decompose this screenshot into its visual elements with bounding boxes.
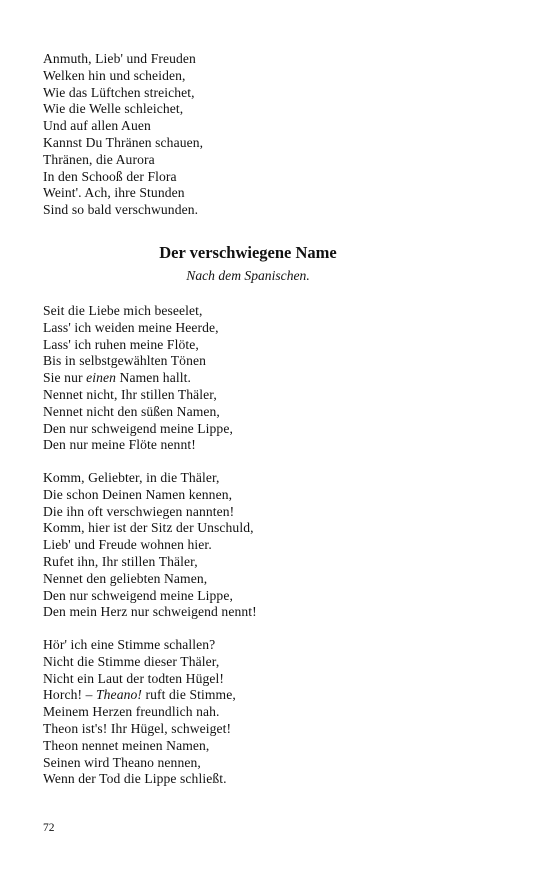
verse-line: In den Schooß der Flora [43, 168, 177, 184]
verse-line: Kannst Du Thränen schauen, [43, 134, 204, 150]
verse-line: Die schon Deinen Namen kennen, [43, 486, 233, 502]
verse-line: Komm, hier ist der Sitz der Unschuld, [43, 520, 254, 536]
verse-fragment: Sie nur [43, 370, 87, 386]
verse-line: Welken hin und scheiden, [43, 67, 186, 83]
verse-line: Nicht die Stimme dieser Thäler, [43, 653, 220, 669]
verse-line: Bis in selbstgewählten Tönen [43, 353, 207, 369]
verse-line: Nennet nicht, Ihr stillen Thäler, [43, 386, 217, 402]
verse-line: Hör' ich eine Stimme schallen? [43, 637, 216, 652]
verse-line: Weint'. Ach, ihre Stunden [43, 185, 185, 201]
verse-fragment: Namen hallt. [116, 370, 191, 386]
verse-line: Anmuth, Lieb' und Freuden [43, 51, 196, 66]
verse-fragment: Horch! – [43, 687, 96, 703]
verse-fragment: ruft die Stimme, [142, 687, 236, 703]
poem-stanza-3 [43, 637, 236, 788]
verse-line: Meinem Herzen freundlich nah. [43, 704, 220, 720]
verse-line: Seit die Liebe mich beseelet, [43, 303, 203, 318]
verse-line: Lass' ich weiden meine Heerde, [43, 319, 219, 335]
emphasized-word: einen [86, 370, 117, 386]
verse-line: Den nur meine Flöte nennt! [43, 437, 196, 453]
verse-line: Und auf allen Auen [43, 118, 151, 134]
verse-line: Den nur schweigend meine Lippe, [43, 420, 233, 436]
emphasized-word: Theano! [96, 687, 143, 703]
verse-line: Nicht ein Laut der todten Hügel! [43, 670, 224, 686]
verse-line: Thränen, die Aurora [43, 151, 155, 167]
verse-line [43, 687, 236, 704]
verse-line: Nennet den geliebten Namen, [43, 570, 208, 586]
page-number: 72 [43, 822, 55, 834]
verse-line: Seinen wird Theano nennen, [43, 754, 201, 770]
verse-line: Rufet ihn, Ihr stillen Thäler, [43, 553, 198, 569]
poem-subtitle: Nach dem Spanischen. [186, 268, 310, 283]
verse-line: Wie die Welle schleichet, [43, 101, 184, 117]
verse-line: Sind so bald verschwunden. [43, 202, 199, 218]
previous-poem-stanza [43, 51, 203, 219]
verse-line: Komm, Geliebter, in die Thäler, [43, 470, 220, 485]
verse-line: Nennet nicht den süßen Namen, [43, 403, 220, 419]
poem-title: Der verschwiegene Name [159, 243, 337, 262]
verse-line: Lieb' und Freude wohnen hier. [43, 537, 212, 553]
verse-line: Wenn der Tod die Lippe schließt. [43, 771, 227, 787]
verse-line: Den nur schweigend meine Lippe, [43, 587, 233, 603]
poem-stanza-1 [43, 303, 233, 454]
verse-line [43, 370, 233, 387]
verse-line: Lass' ich ruhen meine Flöte, [43, 336, 199, 352]
verse-line: Theon nennet meinen Namen, [43, 737, 210, 753]
verse-line: Die ihn oft verschwiegen nannten! [43, 503, 235, 519]
verse-line: Den mein Herz nur schweigend nennt! [43, 604, 257, 620]
verse-line: Theon ist's! Ihr Hügel, schweiget! [43, 720, 232, 736]
verse-line: Wie das Lüftchen streichet, [43, 84, 195, 100]
poem-stanza-2 [43, 470, 257, 621]
